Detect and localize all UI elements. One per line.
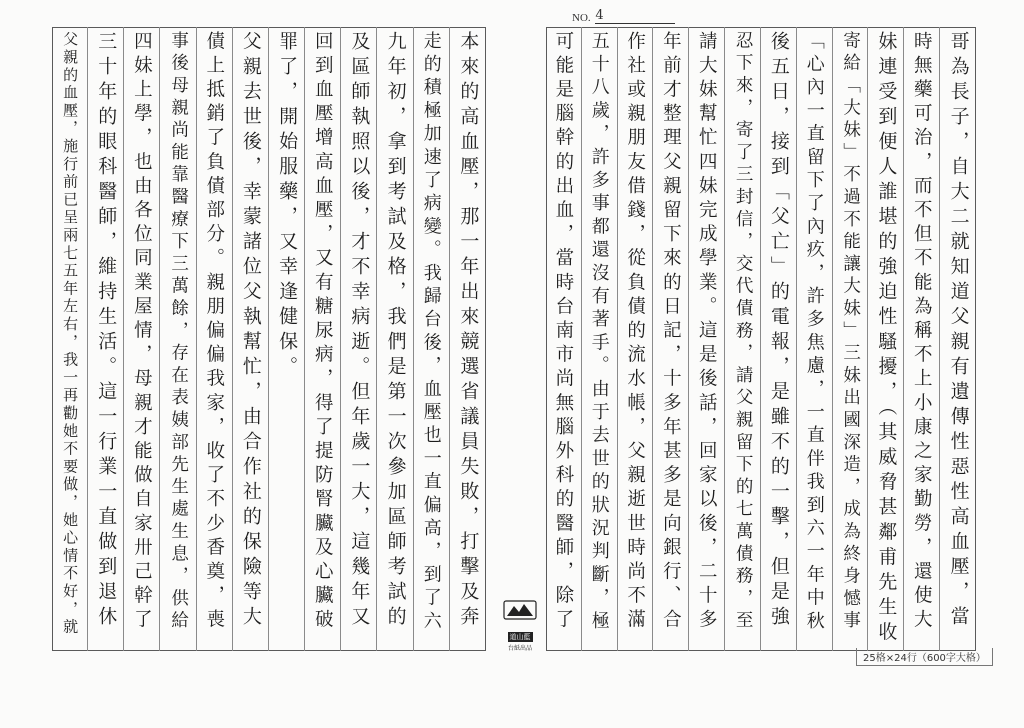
column-text: 五十八歲，許多事都還沒有著手。由于去世的狀況判斷，極 — [588, 31, 610, 635]
manuscript-column — [689, 27, 725, 651]
page-number-header — [572, 8, 675, 24]
column-text: 及區師執照以後，才不幸病逝。但年歲一大，這幾年又 — [348, 31, 371, 631]
manuscript-column — [546, 27, 582, 651]
manuscript-column — [725, 27, 761, 651]
column-text: 妹連受到便人誰堪的強迫性騷擾，（其威脅甚鄰甫先生收 — [875, 31, 898, 647]
publisher-logo — [500, 600, 540, 652]
column-text: 時無藥可治，而不但不能為稱不上小康之家勤勞，還使大 — [911, 31, 933, 634]
paper-format-label: 25格×24行（600字大格） — [856, 648, 993, 666]
manuscript-column — [797, 27, 833, 651]
right-manuscript-page — [546, 27, 976, 651]
manuscript-column — [618, 27, 654, 651]
column-text: 九年初，拿到考試及格，我們是第一次參加區師考試的 — [384, 31, 407, 631]
left-manuscript-page — [52, 27, 486, 651]
manuscript-column — [450, 27, 486, 651]
column-text: 罪了，開始服藥，又幸逢健保。 — [276, 31, 299, 381]
column-text: 寄給「大妹」不過不能讓大妹」三妹出國深造，成為終身憾事 — [840, 31, 861, 634]
manuscript-column — [161, 27, 197, 651]
manuscript-column — [414, 27, 450, 651]
column-text: 本來的高血壓，那一年出來競選省議員失敗，打擊及奔 — [457, 31, 480, 631]
column-text: 作社或親朋友借錢，從負債的流水帳，父親逝世時尚不滿 — [624, 31, 646, 634]
manuscript-column — [869, 27, 905, 651]
manuscript-column — [654, 27, 690, 651]
manuscript-column — [52, 27, 88, 651]
column-text: 父親去世後，幸蒙諸位父執幫忙，由合作社的保險等大 — [239, 31, 262, 631]
column-text: 哥為長子，自大二就知道父親有遺傳性惡性高血壓，當 — [947, 31, 970, 631]
column-text: 事後母親尚能靠醫療下三萬餘，存在表姨部先生處生息，供給 — [168, 31, 189, 634]
column-text: 父親的血壓，施行前已呈兩七五年左右，我一再勸她不要做，她心情不好，就 — [61, 31, 80, 637]
manuscript-column — [305, 27, 341, 651]
mountain-logo-icon — [503, 600, 537, 620]
manuscript-column — [197, 27, 233, 651]
page-number: 4 — [595, 8, 675, 24]
column-text: 請大妹幫忙四妹完成學業。這是後話，回家以後，二十多 — [696, 31, 718, 634]
manuscript-column — [940, 27, 976, 651]
manuscript-column — [378, 27, 414, 651]
no-label: NO. — [572, 12, 591, 24]
manuscript-column — [341, 27, 377, 651]
manuscript-column — [233, 27, 269, 651]
logo-text: 道山藍 — [509, 633, 531, 641]
column-text: 回到血壓增高血壓，又有糖尿病，得了提防腎臟及心臟破 — [312, 31, 334, 634]
column-text: 四妹上學，也由各位同業屋情，母親才能做自家卅己幹了 — [131, 31, 153, 634]
column-text: 債上抵銷了負債部分。親朋偏偏我家，收了不少香奠，喪 — [203, 31, 225, 634]
manuscript-column — [124, 27, 160, 651]
column-text: 可能是腦幹的出血，當時台南市尚無腦外科的醫師，除了 — [552, 31, 574, 634]
column-text: 忍下來，寄了三封信，交代債務，請父親留下的七萬債務，至 — [733, 31, 754, 634]
manuscript-column — [88, 27, 124, 651]
column-text: 走的積極加速了病變。我歸台後，血壓也一直偏高，到了六 — [420, 31, 442, 635]
publisher-caption: 台紙出品 — [507, 645, 532, 652]
column-text: 年前才整理父親留下來的日記，十多年甚多是向銀行、合 — [660, 31, 682, 634]
column-text: 「心內一直留下了內疚，許多焦慮，一直伴我到六一年中秋 — [803, 31, 825, 635]
manuscript-column — [833, 27, 869, 651]
manuscript-column — [904, 27, 940, 651]
manuscript-column — [761, 27, 797, 651]
manuscript-column — [269, 27, 305, 651]
column-text: 三十年的眼科醫師，維持生活。這一行業一直做到退休 — [95, 31, 118, 631]
column-text: 後五日，接到「父亡」的電報，是雖不的一擊，但是強 — [767, 31, 790, 631]
manuscript-column — [582, 27, 618, 651]
